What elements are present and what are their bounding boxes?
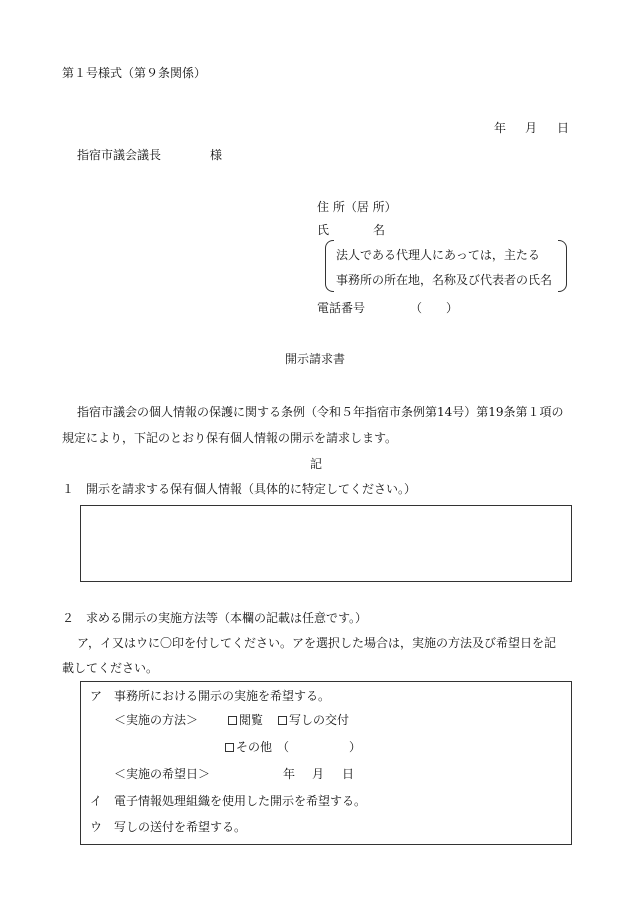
section2-instruction-line-1: ア，イ又はウに〇印を付してください。アを選択した場合は，実施の方法及び希望日を記 xyxy=(77,636,557,650)
right-bracket xyxy=(558,240,567,292)
ki-heading: 記 xyxy=(310,457,323,471)
info-entry-box[interactable] xyxy=(80,505,572,582)
section1-heading: １ 開示を請求する保有個人情報（具体的に特定してください。） xyxy=(62,482,417,496)
date-year-label: 年 xyxy=(494,121,507,135)
checkbox-copy-delivery-label: 写しの交付 xyxy=(289,713,350,727)
checkbox-icon xyxy=(278,716,287,725)
other-method-parentheses: （ ） xyxy=(277,740,362,754)
desired-date-month: 月 xyxy=(312,767,325,781)
desired-date-year: 年 xyxy=(283,767,296,781)
checkbox-other[interactable] xyxy=(225,740,272,754)
option-i[interactable]: イ 電子情報処理組織を使用した開示を希望する。 xyxy=(90,794,367,808)
form-number: 第１号様式（第９条関係） xyxy=(62,66,207,80)
desired-date-day: 日 xyxy=(342,767,355,781)
checkbox-icon xyxy=(228,716,237,725)
address-label: 住 所（居 所） xyxy=(317,200,397,214)
checkbox-inspection-label: 閲覧 xyxy=(239,713,264,727)
representative-note-line-1: 法人である代理人にあっては，主たる xyxy=(336,248,540,262)
body-line-2: 規定により，下記のとおり保有個人情報の開示を請求します。 xyxy=(62,431,398,445)
date-day-label: 日 xyxy=(557,121,570,135)
addressee-honorific: 様 xyxy=(210,148,223,162)
section2-instruction-line-2: 載してください。 xyxy=(62,661,159,675)
name-label-second: 名 xyxy=(373,223,386,237)
name-label-first: 氏 xyxy=(317,223,330,237)
checkbox-icon xyxy=(225,743,234,752)
method-label: ＜実施の方法＞ xyxy=(114,713,199,727)
phone-parentheses: （ ） xyxy=(410,301,459,315)
phone-label: 電話番号 xyxy=(317,301,366,315)
addressee-name: 指宿市議会議長 xyxy=(77,148,162,162)
checkbox-inspection[interactable] xyxy=(228,713,263,727)
document-title: 開示請求書 xyxy=(285,352,346,366)
representative-note-line-2: 事務所の所在地，名称及び代表者の氏名 xyxy=(336,273,553,287)
option-u[interactable]: ウ 写しの送付を希望する。 xyxy=(90,820,247,834)
desired-date-label: ＜実施の希望日＞ xyxy=(114,767,211,781)
body-line-1: 指宿市議会の個人情報の保護に関する条例（令和５年指宿市条例第14号）第19条第１項の xyxy=(77,405,564,419)
date-month-label: 月 xyxy=(525,121,538,135)
checkbox-other-label: その他 xyxy=(236,740,273,754)
checkbox-copy-delivery[interactable] xyxy=(278,713,349,727)
section2-heading: ２ 求める開示の実施方法等（本欄の記載は任意です。） xyxy=(62,611,368,625)
left-bracket xyxy=(325,240,334,292)
option-a[interactable]: ア 事務所における開示の実施を希望する。 xyxy=(90,689,331,703)
